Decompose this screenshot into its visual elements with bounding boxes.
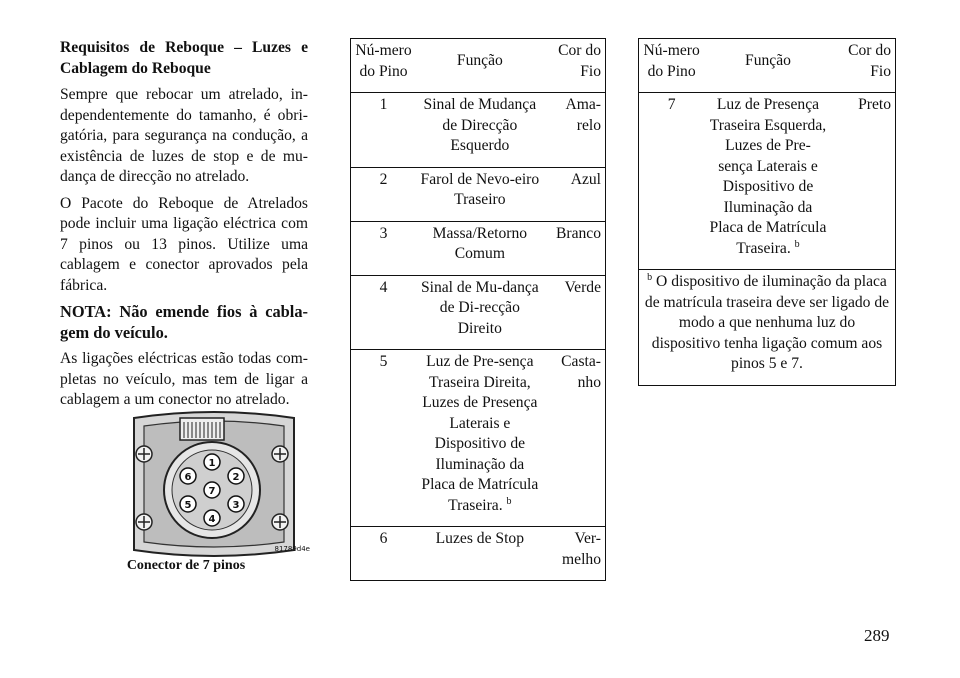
text-column [60, 38, 308, 417]
cell-color: Ver-melho [544, 527, 606, 581]
cell-color: Verde [544, 275, 606, 350]
pin-label-2: 2 [232, 472, 240, 483]
footnote-marker: b [506, 495, 512, 507]
pin-label-6: 6 [184, 472, 192, 483]
cell-function: Sinal de Mudança de Direcção Esquerdo [416, 93, 544, 168]
pin-label-7: 7 [208, 486, 216, 497]
footnote-marker: b [794, 238, 800, 250]
pin-label-3: 3 [232, 500, 240, 511]
cell-function [416, 350, 544, 527]
figure-code: 81789d4e [274, 545, 310, 553]
cell-pin: 3 [351, 221, 417, 275]
cell-function: Farol de Nevo-eiro Traseiro [416, 167, 544, 221]
table-header-row [351, 39, 606, 93]
header-color: Cor do Fio [544, 39, 606, 93]
header-function: Função [416, 39, 544, 93]
paragraph-package: O Pacote do Reboque de Atrelados pode incluir uma ligação eléctrica com 7 pinos ou 13 pinos. Utilize uma cablagem e conector aprovados pela fábrica. [60, 194, 308, 294]
table-row [351, 221, 606, 275]
table-header-row [639, 39, 896, 93]
table-row [351, 167, 606, 221]
connector-illustration [114, 410, 314, 580]
footnote-cell [639, 270, 896, 386]
cell-pin: 7 [639, 93, 705, 270]
pin-label-1: 1 [208, 458, 216, 469]
figure-caption: Conector de 7 pinos [126, 558, 246, 573]
header-pin: Nú-mero do Pino [351, 39, 417, 93]
cell-color: Preto [832, 93, 896, 270]
cell-pin: 5 [351, 350, 417, 527]
section-heading: Requisitos de Reboque – Luzes e Cablagem do Reboque [60, 39, 308, 77]
pin-label-5: 5 [184, 500, 192, 511]
cell-function: Luzes de Stop [416, 527, 544, 581]
function-text: Luz de Pre-sença Traseira Direita, Luzes de Presença Laterais e Dispositivo de Iluminação da Placa de Matrícula Traseira. [421, 353, 539, 514]
paragraph-connections: As ligações eléctricas estão todas com-pletas no veículo, mas tem de ligar a cablagem a um conector no atrelado. [60, 350, 308, 408]
cell-function: Massa/Retorno Comum [416, 221, 544, 275]
cell-pin: 1 [351, 93, 417, 168]
page-number: 289 [864, 626, 890, 645]
cell-color: Branco [544, 221, 606, 275]
table-row [351, 350, 606, 527]
table-row [351, 527, 606, 581]
pin-label-4: 4 [208, 514, 216, 525]
paragraph-requirement: Sempre que rebocar um atrelado, in-dependentemente do tamanho, é obri-gatória, para segurança na condução, a existência de luzes de stop e de mu-dança de direcção no atrelado. [60, 86, 308, 185]
pin-table-1 [350, 38, 606, 581]
footnote-marker: b [647, 271, 653, 283]
cell-color: Ama-relo [544, 93, 606, 168]
note-text: NOTA: Não emende fios à cabla-gem do veículo. [60, 302, 308, 342]
table-row [351, 93, 606, 168]
cell-function [704, 93, 831, 270]
function-text: Luz de Presença Traseira Esquerda, Luzes de Pre-sença Laterais e Dispositivo de Iluminação da Placa de Matrícula Traseira. [709, 96, 827, 257]
cell-pin: 4 [351, 275, 417, 350]
cell-pin: 2 [351, 167, 417, 221]
table-row [351, 275, 606, 350]
pin-table-2 [638, 38, 896, 386]
footnote-row [639, 270, 896, 386]
header-function: Função [704, 39, 831, 93]
footnote-text: O dispositivo de iluminação da placa de matrícula traseira deve ser ligado de modo a que nenhuma luz do dispositivo tenha ligação comum aos pinos 5 e 7. [644, 273, 890, 372]
cell-function: Sinal de Mu-dança de Di-recção Direito [416, 275, 544, 350]
table-row [639, 93, 896, 270]
cell-color: Casta-nho [544, 350, 606, 527]
header-color: Cor do Fio [832, 39, 896, 93]
header-pin: Nú-mero do Pino [639, 39, 705, 93]
cell-pin: 6 [351, 527, 417, 581]
cell-color: Azul [544, 167, 606, 221]
